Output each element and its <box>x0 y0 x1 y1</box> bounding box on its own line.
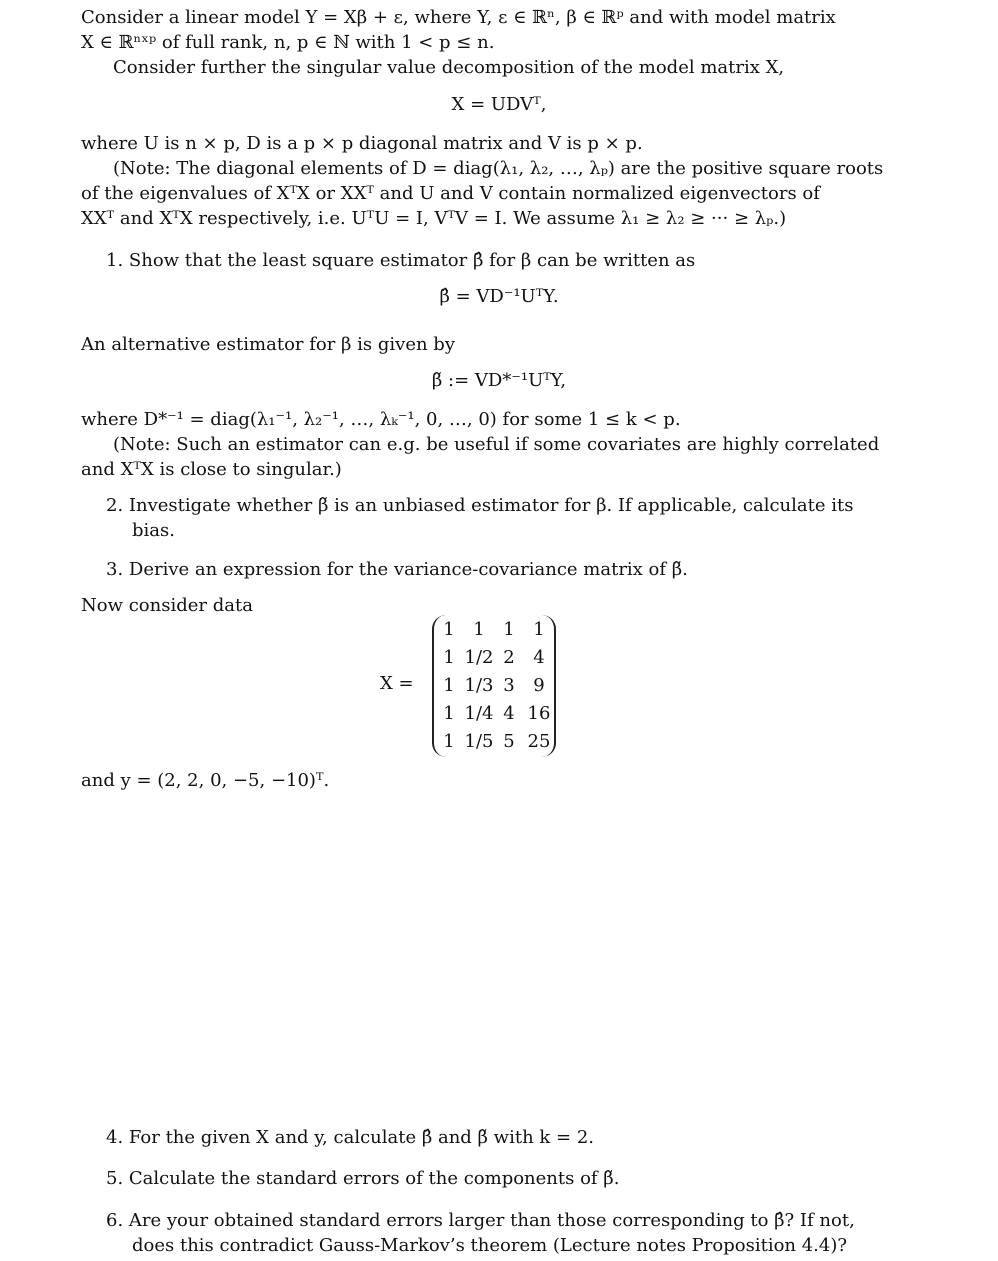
matrix-cell: 1 <box>533 618 545 640</box>
matrix-row <box>434 727 554 755</box>
matrix-cell: 1/5 <box>464 730 494 752</box>
matrix-cell: 3 <box>503 674 515 696</box>
para1-line1: Consider a linear model Y = Xβ + ε, where Y, ε ∈ ℝⁿ, β ∈ ℝᵖ and with model matrix <box>81 7 836 28</box>
data-intro: Now consider data <box>81 595 253 616</box>
para2-line4: XXᵀ and XᵀX respectively, i.e. UᵀU = I, VᵀV = I. We assume λ₁ ≥ λ₂ ≥ ··· ≥ λₚ.) <box>81 208 787 229</box>
question-2-line1: 2. Investigate whether β̃ is an unbiased estimator for β. If applicable, calculate its <box>106 495 854 516</box>
matrix-cell: 1 <box>503 618 515 640</box>
matrix-cell: 1 <box>473 618 485 640</box>
para2-line1: where U is n × p, D is a p × p diagonal matrix and V is p × p. <box>81 133 643 154</box>
para3-line3: and XᵀX is close to singular.) <box>81 459 342 480</box>
matrix-label: X = <box>380 673 414 694</box>
question-3: 3. Derive an expression for the variance-covariance matrix of β̃. <box>106 559 688 580</box>
y-vector-line: and y = (2, 2, 0, −5, −10)ᵀ. <box>81 770 330 791</box>
question-2-line2: bias. <box>132 520 175 541</box>
equation-beta-hat: β̂ = VD⁻¹UᵀY. <box>439 286 559 307</box>
matrix-x <box>380 615 580 760</box>
alternative-intro: An alternative estimator for β is given by <box>81 334 456 355</box>
matrix-row <box>434 615 554 643</box>
matrix-body <box>432 615 556 757</box>
matrix-row <box>434 699 554 727</box>
para3-line1: where D*⁻¹ = diag(λ₁⁻¹, λ₂⁻¹, …, λₖ⁻¹, 0, …, 0) for some 1 ≤ k < p. <box>81 409 681 430</box>
equation-svd: X = UDVᵀ, <box>451 94 547 115</box>
matrix-cell: 9 <box>533 674 545 696</box>
matrix-cell: 1 <box>443 702 455 724</box>
question-1: 1. Show that the least square estimator β̂ for β can be written as <box>106 250 696 271</box>
question-6-line1: 6. Are your obtained standard errors larger than those corresponding to β̂? If not, <box>106 1210 855 1231</box>
para1-line3: Consider further the singular value decomposition of the model matrix X, <box>113 57 785 78</box>
matrix-cell: 1 <box>443 730 455 752</box>
equation-beta-tilde: β̃ := VD*⁻¹UᵀY, <box>431 370 567 391</box>
matrix-cell: 1 <box>443 618 455 640</box>
matrix-cell: 1 <box>443 646 455 668</box>
matrix-cell: 1/3 <box>464 674 494 696</box>
question-4: 4. For the given X and y, calculate β̂ and β̃ with k = 2. <box>106 1127 594 1148</box>
matrix-cell: 16 <box>527 702 551 724</box>
question-5: 5. Calculate the standard errors of the components of β̃. <box>106 1168 620 1189</box>
para2-line2: (Note: The diagonal elements of D = diag(λ₁, λ₂, …, λₚ) are the positive square roots <box>113 158 884 179</box>
question-6-line2: does this contradict Gauss-Markov’s theorem (Lecture notes Proposition 4.4)? <box>132 1235 848 1256</box>
matrix-cell: 1/4 <box>464 702 494 724</box>
para3-line2: (Note: Such an estimator can e.g. be useful if some covariates are highly correlated <box>113 434 880 455</box>
matrix-cell: 25 <box>527 730 551 752</box>
matrix-cell: 1/2 <box>464 646 494 668</box>
para2-line3: of the eigenvalues of XᵀX or XXᵀ and U and V contain normalized eigenvectors of <box>81 183 820 204</box>
matrix-cell: 4 <box>533 646 545 668</box>
matrix-cell: 1 <box>443 674 455 696</box>
matrix-cell: 5 <box>503 730 515 752</box>
para1-line2: X ∈ ℝⁿˣᵖ of full rank, n, p ∈ ℕ with 1 < p ≤ n. <box>81 32 495 53</box>
matrix-cell: 2 <box>503 646 515 668</box>
matrix-row <box>434 643 554 671</box>
matrix-row <box>434 671 554 699</box>
matrix-cell: 4 <box>503 702 515 724</box>
